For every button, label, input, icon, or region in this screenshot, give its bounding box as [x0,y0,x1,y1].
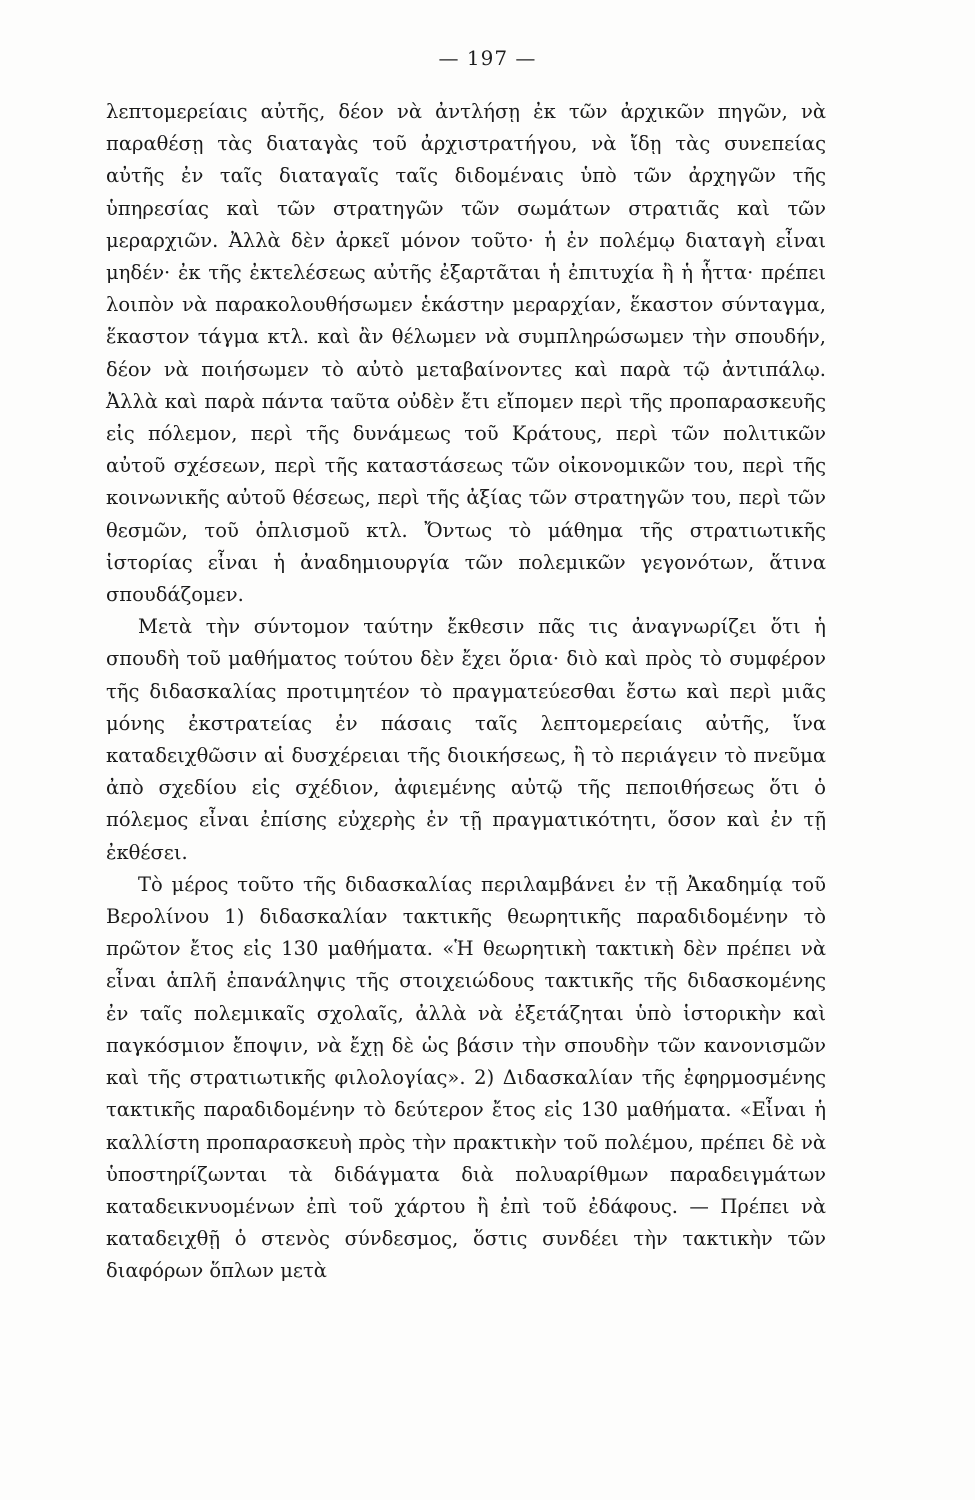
paragraph-1: λεπτομερείαις αὐτῆς, δέον νὰ ἀντλήσῃ ἐκ τῶν ἀρχικῶν πηγῶν, νὰ παραθέσῃ τὰς διαταγὰς τοῦ ἀρχιστρατήγου, νὰ ἴδῃ τὰς συνεπείας αὐτῆς ἐν ταῖς διαταγαῖς ταῖς διδομέναις ὑπὸ τῶν ἀρχηγῶν τῆς ὑπηρεσίας καὶ τῶν στρατηγῶν τῶν σωμάτων στρατιᾶς καὶ τῶν μεραρχιῶν. Ἀλλὰ δὲν ἀρκεῖ μόνον τοῦτο· ἡ ἐν πολέμῳ διαταγὴ εἶναι μηδέν· ἐκ τῆς ἐκτελέσεως αὐτῆς ἐξαρτᾶται ἡ ἐπιτυχία ἢ ἡ ἧττα· πρέπει λοιπὸν νὰ παρακολουθήσωμεν ἑκάστην μεραρχίαν, ἕκαστον σύνταγμα, ἕκαστον τάγμα κτλ. καὶ ἂν θέλωμεν νὰ συμπληρώσωμεν τὴν σπουδήν, δέον νὰ ποιήσωμεν τὸ αὐτὸ μεταβαίνοντες καὶ παρὰ τῷ ἀντιπάλῳ. Ἀλλὰ καὶ παρὰ πάντα ταῦτα οὐδὲν ἔτι εἴπομεν περὶ τῆς προπαρασκευῆς εἰς πόλεμον, περὶ τῆς δυνάμεως τοῦ Κράτους, περὶ τῶν πολιτικῶν αὐτοῦ σχέσεων, περὶ τῆς καταστάσεως τῶν οἰκονομικῶν του, περὶ τῆς κοινωνικῆς αὐτοῦ θέσεως, περὶ τῆς ἀξίας τῶν στρατηγῶν του, περὶ τῶν θεσμῶν, τοῦ ὁπλισμοῦ κτλ. Ὄντως τὸ μάθημα τῆς στρατιωτικῆς ἱστορίας εἶναι ἡ ἀναδημιουργία τῶν πολεμικῶν γεγονότων, ἅτινα σπουδάζομεν. [106,100,826,607]
paragraph-3: Τὸ μέρος τοῦτο τῆς διδασκαλίας περιλαμβάνει ἐν τῇ Ἀκαδημίᾳ τοῦ Βερολίνου 1) διδασκαλίαν τακτικῆς θεωρητικῆς παραδιδομένην τὸ πρῶτον ἔτος εἰς 130 μαθήματα. «Ἡ θεωρητικὴ τακτικὴ δὲν πρέπει νὰ εἶναι ἁπλῆ ἐπανάληψις τῆς στοιχειώδους τακτικῆς τῆς διδασκομένης ἐν ταῖς πολεμικαῖς σχολαῖς, ἀλλὰ νὰ ἐξετάζηται ὑπὸ ἱστορικὴν καὶ παγκόσμιον ἔποψιν, νὰ ἔχῃ δὲ ὡς βάσιν τὴν σπουδὴν τῶν κανονισμῶν καὶ τῆς στρατιωτικῆς φιλολογίας». 2) Διδασκαλίαν τῆς ἐφηρμοσμένης τακτικῆς παραδιδομένην τὸ δεύτερον ἔτος εἰς 130 μαθήματα. «Εἶναι ἡ καλλίστη προπαρασκευὴ πρὸς τὴν πρακτικὴν τοῦ πολέμου, πρέπει δὲ νὰ ὑποστηρίζωνται τὰ διδάγματα διὰ πολυαρίθμων παραδειγμάτων καταδεικνυομένων ἐπὶ τοῦ χάρτου ἢ ἐπὶ τοῦ ἐδάφους. — Πρέπει νὰ καταδειχθῇ ὁ στενὸς σύνδεσμος, ὅστις συνδέει τὴν τακτικὴν τῶν διαφόρων ὅπλων μετὰ [106,872,826,1283]
body-text [106,96,826,1288]
paragraph-2: Μετὰ τὴν σύντομον ταύτην ἔκθεσιν πᾶς τις ἀναγνωρίζει ὅτι ἡ σπουδὴ τοῦ μαθήματος τούτου δὲν ἔχει ὅρια· διὸ καὶ πρὸς τὸ συμφέρον τῆς διδασκαλίας προτιμητέον τὸ πραγματεύεσθαι ἔστω καὶ περὶ μιᾶς μόνης ἐκστρατείας ἐν πάσαις ταῖς λεπτομερείαις αὐτῆς, ἵνα καταδειχθῶσιν αἱ δυσχέρειαι τῆς διοικήσεως, ἢ τὸ περιάγειν τὸ πνεῦμα ἀπὸ σχεδίου εἰς σχέδιον, ἀφιεμένης αὐτῷ τῆς πεποιθήσεως ὅτι ὁ πόλεμος εἶναι ἐπίσης εὐχερὴς ἐν τῇ πραγματικότητι, ὅσον καὶ ἐν τῇ ἐκθέσει. [106,615,826,864]
page-number: — 197 — [438,46,537,70]
